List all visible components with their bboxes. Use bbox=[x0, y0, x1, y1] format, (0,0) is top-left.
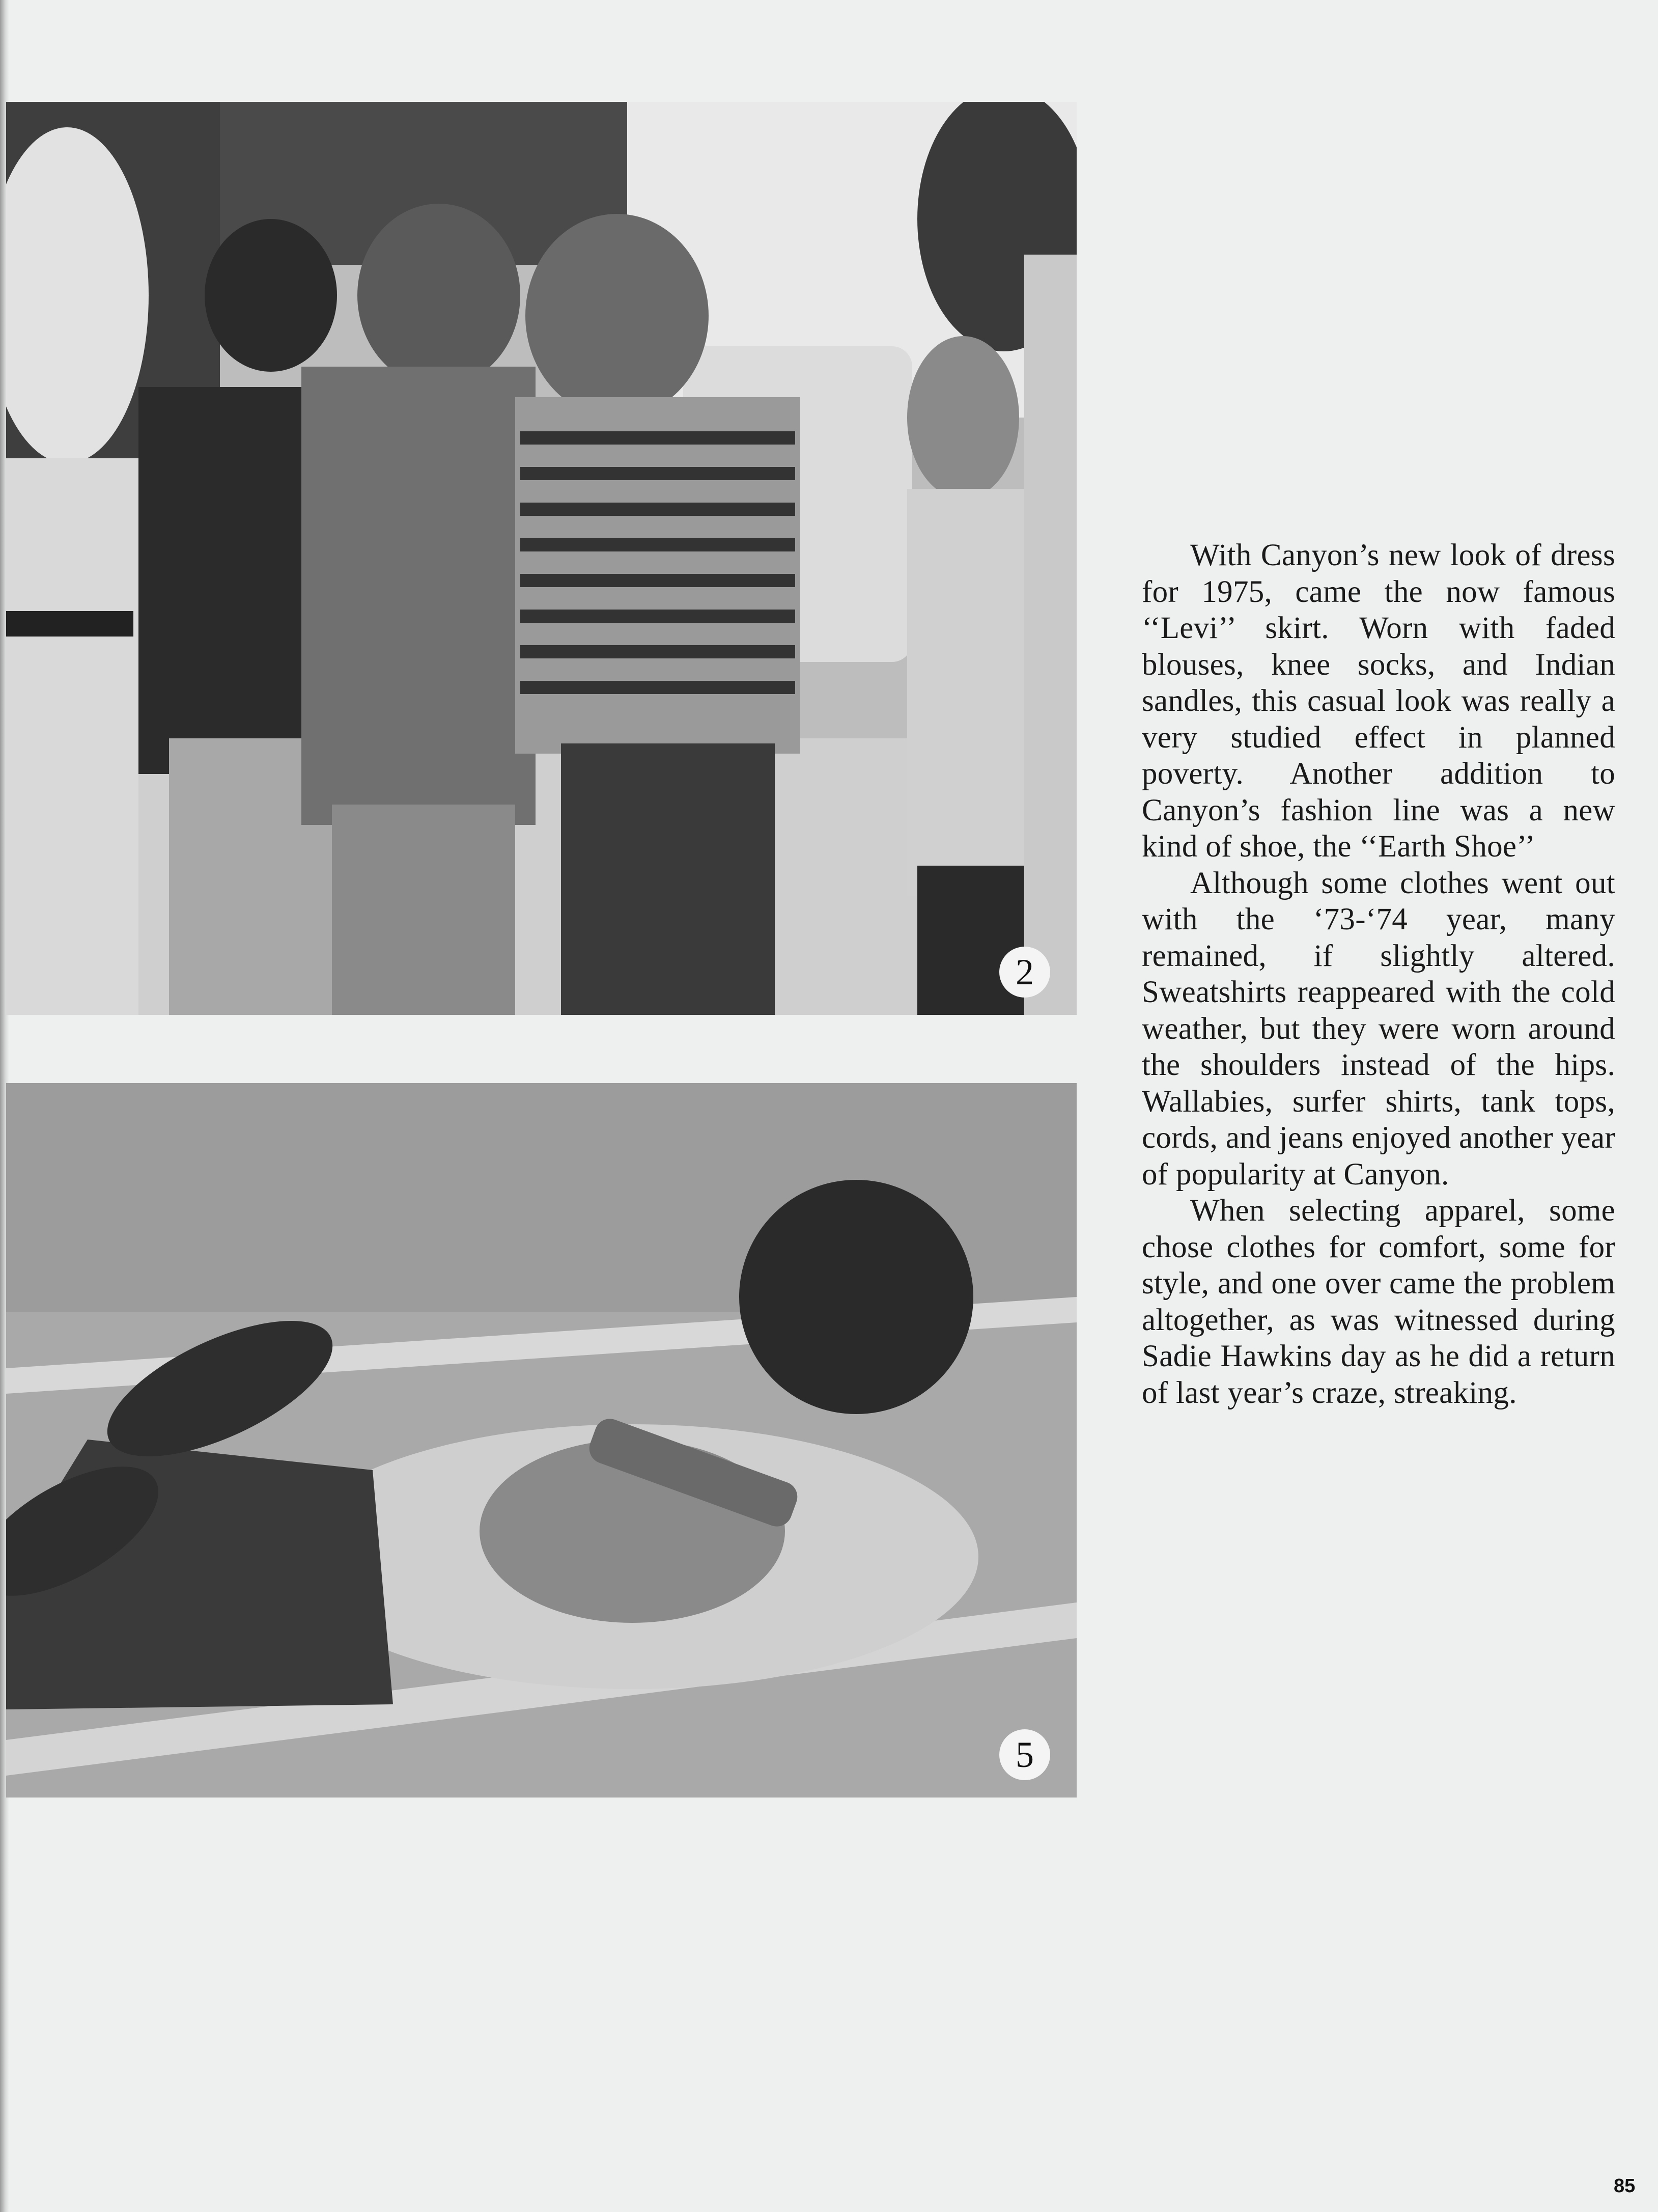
article-body bbox=[1142, 537, 1615, 1411]
article-paragraph: With Canyon’s new look of dress for 1975, came the now famous ‘‘Levi’’ skirt. Worn with faded blouses, knee socks, and Indian sandles, this casual look was really a very studied effect in planned poverty. Another addition to Canyon’s fashion line was a new kind of shoe, the ‘‘Earth Shoe’’ bbox=[1142, 538, 1615, 864]
photo-students-group bbox=[6, 102, 1077, 1015]
photo-student-lying-on-grass-image bbox=[6, 1083, 1077, 1798]
page-number: 85 bbox=[1614, 2175, 1636, 2197]
article-paragraph: Although some clothes went out with the ‘73-‘74 year, many remained, if slightly altered. Sweatshirts reappeared with the cold weather, but they were worn around the shoulders instead of the hips. Wallabies, surfer shirts, tank tops, cords, and jeans enjoyed another year of popularity at Canyon. bbox=[1142, 866, 1615, 1192]
photo-number-badge: 5 bbox=[999, 1729, 1050, 1780]
photo-students-group-image bbox=[6, 102, 1077, 1015]
photo-student-lying-on-grass bbox=[6, 1083, 1077, 1798]
article-paragraph: When selecting apparel, some chose clothes for comfort, some for style, and one over came the problem altogether, as was witnessed during Sadie Hawkins day as he did a return of last year’s craze, streaking. bbox=[1142, 1194, 1615, 1410]
photo-number-badge: 2 bbox=[999, 947, 1050, 998]
